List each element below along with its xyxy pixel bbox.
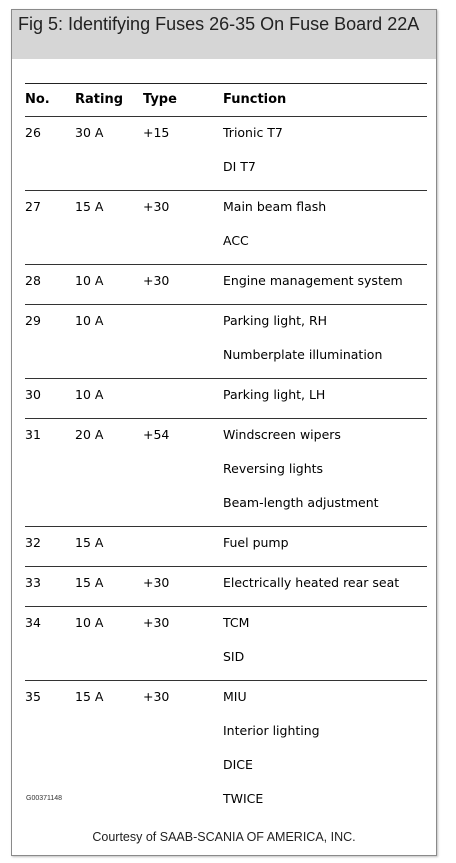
fuse-number: 29 bbox=[25, 313, 41, 328]
fuse-function: MIU bbox=[223, 689, 247, 704]
fuse-rating: 15 A bbox=[75, 575, 104, 590]
fuse-rating: 10 A bbox=[75, 387, 104, 402]
fuse-function: Interior lighting bbox=[223, 723, 320, 738]
fuse-type: +30 bbox=[143, 199, 170, 214]
fuse-number: 28 bbox=[25, 273, 41, 288]
fuse-function: Parking light, RH bbox=[223, 313, 328, 328]
fuse-number: 34 bbox=[25, 615, 41, 630]
fuse-function: Numberplate illumination bbox=[223, 347, 383, 362]
figure-code: G00371148 bbox=[26, 795, 63, 802]
fuse-number: 32 bbox=[25, 535, 41, 550]
fuse-function: TCM bbox=[223, 615, 250, 630]
fuse-number: 27 bbox=[25, 199, 41, 214]
fuse-number: 33 bbox=[25, 575, 41, 590]
fuse-rating: 15 A bbox=[75, 689, 104, 704]
table-row bbox=[25, 567, 427, 606]
fuse-number: 30 bbox=[25, 387, 41, 402]
fuse-table bbox=[25, 83, 427, 822]
fuse-function: Beam-length adjustment bbox=[223, 495, 379, 510]
fuse-function: Trionic T7 bbox=[223, 125, 283, 140]
fuse-number: 26 bbox=[25, 125, 41, 140]
fuse-functions bbox=[223, 125, 283, 193]
fuse-rating: 15 A bbox=[75, 535, 104, 550]
fuse-type: +54 bbox=[143, 427, 170, 442]
fuse-type: +30 bbox=[143, 689, 170, 704]
fuse-rating: 10 A bbox=[75, 273, 104, 288]
fuse-function: Main beam flash bbox=[223, 199, 327, 214]
table-row bbox=[25, 191, 427, 264]
table-row bbox=[25, 379, 427, 418]
fuse-function: DI T7 bbox=[223, 159, 256, 174]
fuse-type: +30 bbox=[143, 575, 170, 590]
figure-title: Fig 5: Identifying Fuses 26-35 On Fuse Board 22A bbox=[18, 14, 420, 34]
fuse-functions bbox=[223, 427, 379, 529]
fuse-number: 35 bbox=[25, 689, 41, 704]
header-type: Type bbox=[143, 92, 177, 107]
courtesy-line: Courtesy of SAAB-SCANIA OF AMERICA, INC. bbox=[92, 830, 356, 844]
fuse-function: Parking light, LH bbox=[223, 387, 326, 402]
fuse-number: 31 bbox=[25, 427, 41, 442]
fuse-rating: 30 A bbox=[75, 125, 104, 140]
fuse-function: Engine management system bbox=[223, 273, 403, 288]
table-row bbox=[25, 681, 427, 822]
figure-frame bbox=[11, 9, 437, 856]
fuse-functions bbox=[223, 575, 399, 609]
table-row bbox=[25, 527, 427, 566]
fuse-type: +30 bbox=[143, 615, 170, 630]
fuse-functions bbox=[223, 313, 382, 381]
table-row bbox=[25, 419, 427, 526]
fuse-rating: 10 A bbox=[75, 615, 104, 630]
fuse-function: Electrically heated rear seat bbox=[223, 575, 400, 590]
fuse-functions bbox=[223, 615, 249, 683]
table-row bbox=[25, 607, 427, 680]
header-rating: Rating bbox=[75, 92, 124, 107]
table-row bbox=[25, 117, 427, 190]
fuse-functions bbox=[223, 387, 325, 421]
table-body bbox=[25, 116, 427, 822]
fuse-functions bbox=[223, 689, 320, 825]
fuse-function: ACC bbox=[223, 233, 249, 248]
table-row bbox=[25, 265, 427, 304]
fuse-function: Reversing lights bbox=[223, 461, 324, 476]
fuse-rating: 15 A bbox=[75, 199, 104, 214]
fuse-type: +30 bbox=[143, 273, 170, 288]
fuse-type: +15 bbox=[143, 125, 170, 140]
header-function: Function bbox=[223, 92, 287, 107]
fuse-functions bbox=[223, 535, 289, 569]
fuse-function: DICE bbox=[223, 757, 253, 772]
fuse-functions bbox=[223, 199, 326, 267]
fuse-function: TWICE bbox=[223, 791, 264, 806]
fuse-function: Fuel pump bbox=[223, 535, 289, 550]
fuse-functions bbox=[223, 273, 403, 307]
header-no: No. bbox=[25, 92, 50, 107]
fuse-rating: 20 A bbox=[75, 427, 104, 442]
fuse-rating: 10 A bbox=[75, 313, 104, 328]
figure-header bbox=[12, 10, 436, 59]
table-row bbox=[25, 305, 427, 378]
fuse-function: SID bbox=[223, 649, 245, 664]
table-header-row bbox=[25, 84, 427, 116]
fuse-function: Windscreen wipers bbox=[223, 427, 341, 442]
